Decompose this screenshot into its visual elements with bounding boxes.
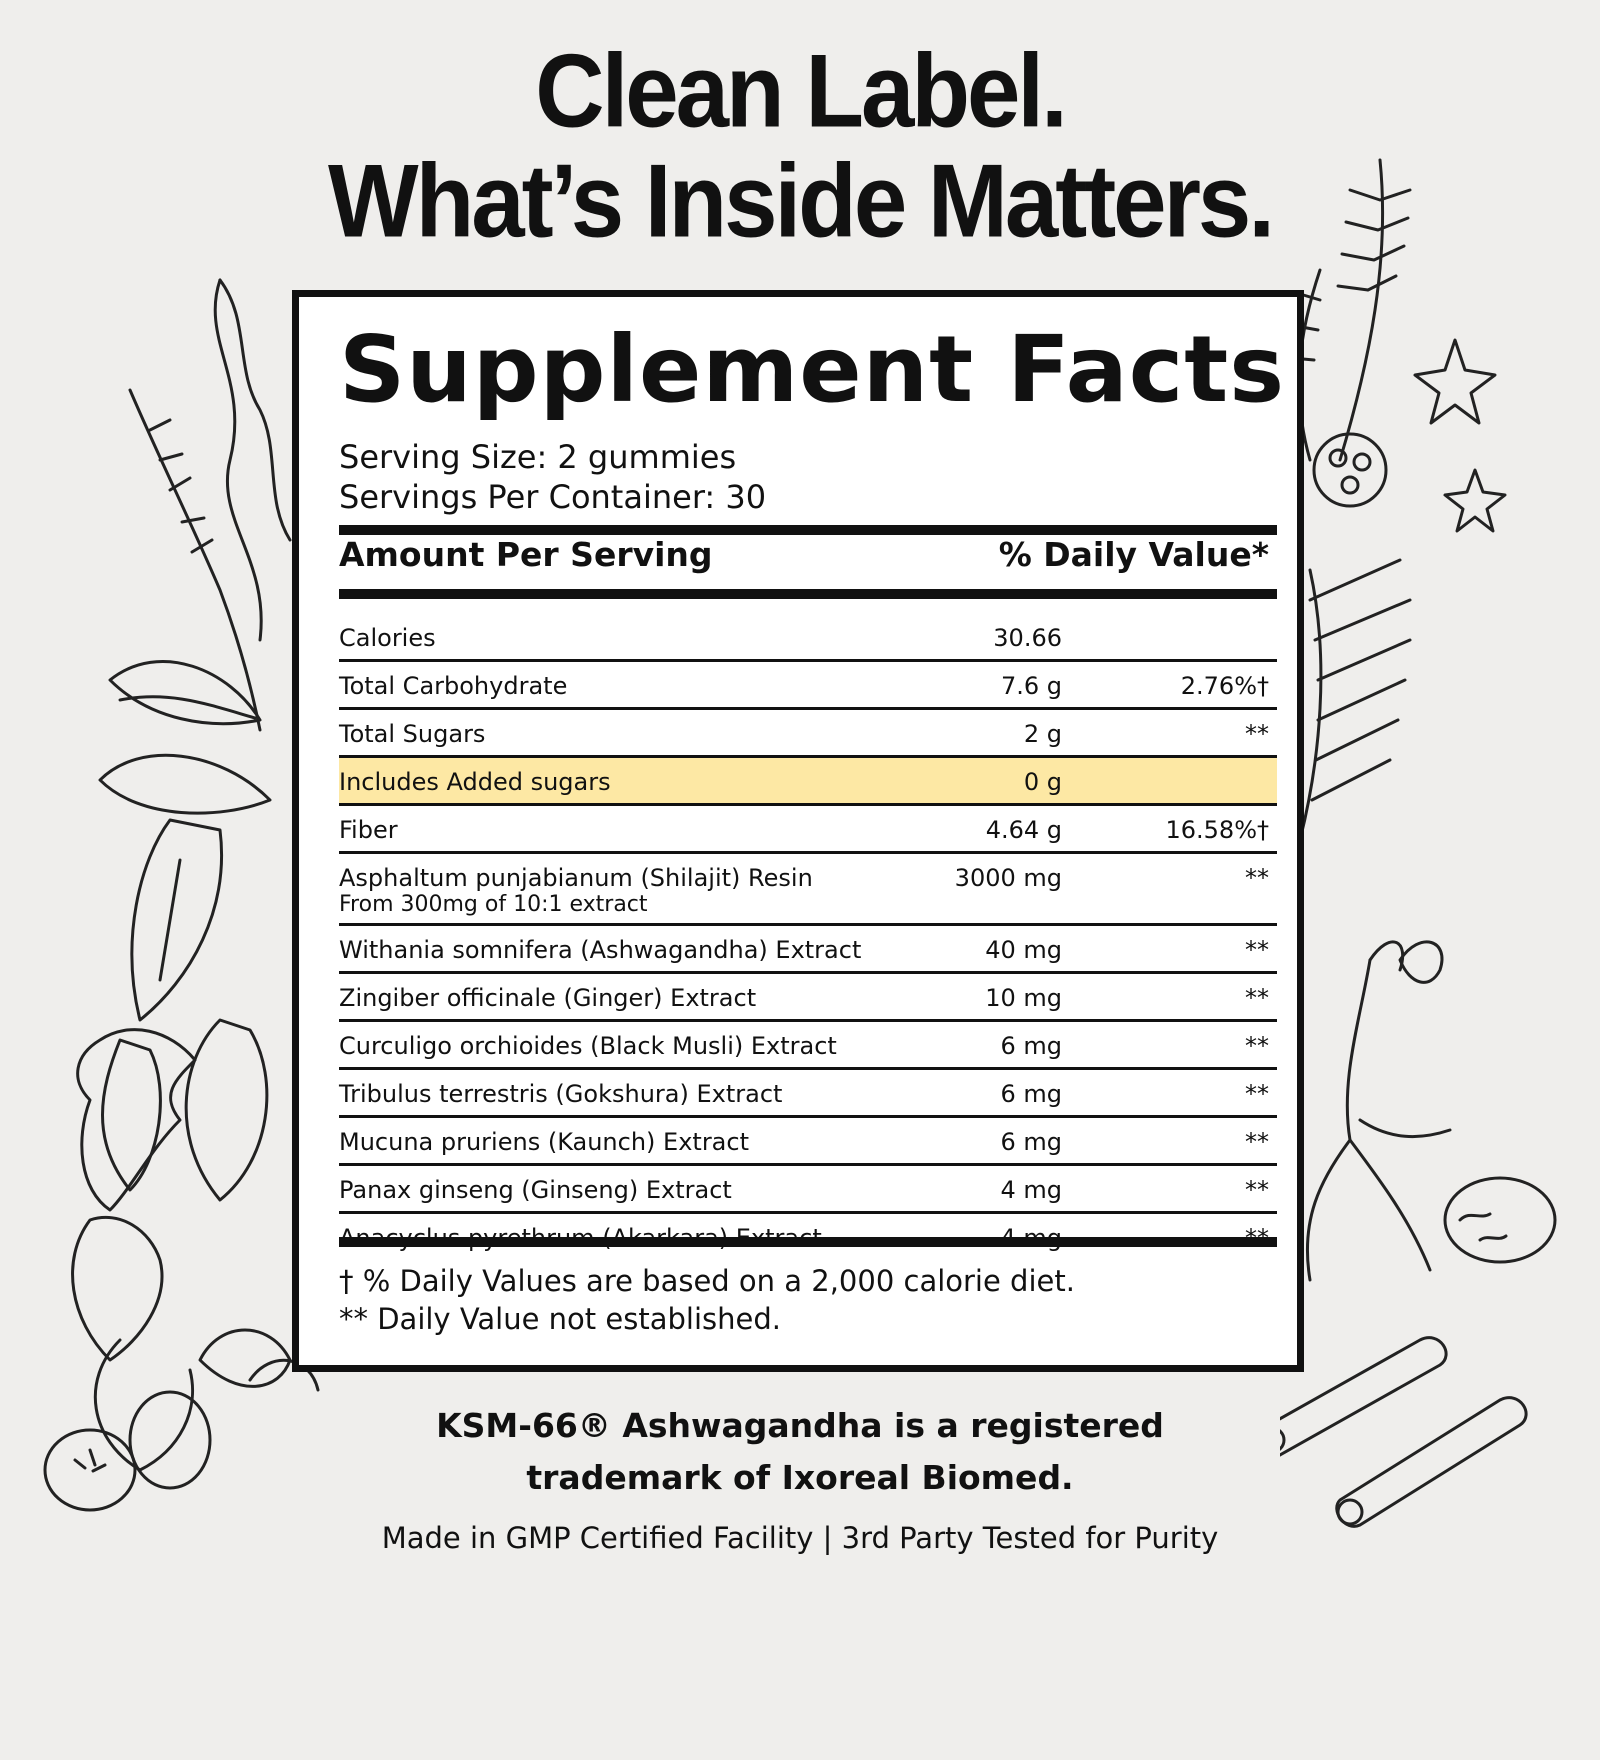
nutrient-dv: **	[1245, 1128, 1269, 1156]
nutrient-amount: 30.66	[993, 624, 1062, 652]
nutrient-name: Calories	[339, 624, 436, 652]
nutrient-name: Total Sugars	[339, 720, 486, 748]
nutrient-amount: 4.64 g	[985, 816, 1062, 844]
supplement-facts-panel	[292, 290, 1304, 1372]
nutrient-amount: 3000 mg	[954, 864, 1062, 892]
footnote-not-established: ** Daily Value not established.	[339, 1302, 781, 1336]
facts-title: Supplement Facts	[339, 316, 1285, 423]
daily-value-header: % Daily Value*	[998, 535, 1269, 574]
serving-size: Serving Size: 2 gummies	[339, 438, 737, 476]
nutrient-amount: 2 g	[1023, 720, 1062, 748]
headline-line-2: What’s Inside Matters.	[328, 143, 1272, 260]
made-in-statement: Made in GMP Certified Facility | 3rd Party Tested for Purity	[381, 1521, 1219, 1555]
nutrient-subtext: From 300mg of 10:1 extract	[339, 892, 648, 917]
trademark-line-2: trademark of Ixoreal Biomed.	[526, 1458, 1074, 1497]
nutrient-name: Includes Added sugars	[339, 768, 611, 796]
table-row	[339, 614, 1277, 662]
nutrient-dv: **	[1245, 864, 1269, 892]
nutrient-amount: 0 g	[1023, 768, 1062, 796]
table-row	[339, 1166, 1277, 1214]
table-header	[339, 535, 1277, 575]
nutrient-name: Fiber	[339, 816, 398, 844]
nutrient-dv: **	[1245, 984, 1269, 1012]
footnote-daily-values: † % Daily Values are based on a 2,000 calorie diet.	[339, 1264, 1075, 1298]
table-row	[339, 854, 1277, 926]
table-row-highlighted	[339, 758, 1277, 806]
nutrient-amount: 10 mg	[985, 984, 1062, 1012]
nutrient-name: Total Carbohydrate	[339, 672, 568, 700]
nutrient-dv: **	[1245, 1032, 1269, 1060]
divider-thick	[339, 589, 1277, 599]
nutrient-amount: 6 mg	[1000, 1128, 1062, 1156]
nutrient-amount: 4 mg	[1000, 1176, 1062, 1204]
nutrient-name: Withania somnifera (Ashwagandha) Extract	[339, 936, 862, 964]
facts-table	[339, 614, 1277, 1262]
nutrient-dv: **	[1245, 720, 1269, 748]
headline-line-1: Clean Label.	[535, 33, 1065, 150]
table-row	[339, 1118, 1277, 1166]
table-row	[339, 806, 1277, 854]
nutrient-amount: 40 mg	[985, 936, 1062, 964]
divider-thick	[339, 525, 1277, 535]
table-row	[339, 1070, 1277, 1118]
nutrient-name: Panax ginseng (Ginseng) Extract	[339, 1176, 732, 1204]
nutrient-amount: 7.6 g	[1000, 672, 1062, 700]
nutrient-amount: 6 mg	[1000, 1032, 1062, 1060]
nutrient-name: Curculigo orchioides (Black Musli) Extract	[339, 1032, 837, 1060]
nutrient-name: Tribulus terrestris (Gokshura) Extract	[339, 1080, 783, 1108]
servings-per-container: Servings Per Container: 30	[339, 478, 767, 516]
nutrient-name: Mucuna pruriens (Kaunch) Extract	[339, 1128, 749, 1156]
trademark-line-1: KSM-66® Ashwagandha is a registered	[436, 1406, 1164, 1445]
table-row	[339, 662, 1277, 710]
nutrient-dv: 16.58%†	[1165, 816, 1269, 844]
nutrient-name: Zingiber officinale (Ginger) Extract	[339, 984, 757, 1012]
nutrient-dv: **	[1245, 936, 1269, 964]
nutrient-dv: **	[1245, 1080, 1269, 1108]
table-row	[339, 974, 1277, 1022]
divider-thick	[339, 1237, 1277, 1247]
amount-per-serving-header: Amount Per Serving	[339, 535, 713, 574]
table-row	[339, 926, 1277, 974]
nutrient-name: Asphaltum punjabianum (Shilajit) Resin	[339, 864, 813, 892]
nutrient-dv: 2.76%†	[1180, 672, 1269, 700]
nutrient-amount: 6 mg	[1000, 1080, 1062, 1108]
table-row	[339, 710, 1277, 758]
nutrient-dv: **	[1245, 1176, 1269, 1204]
table-row	[339, 1022, 1277, 1070]
